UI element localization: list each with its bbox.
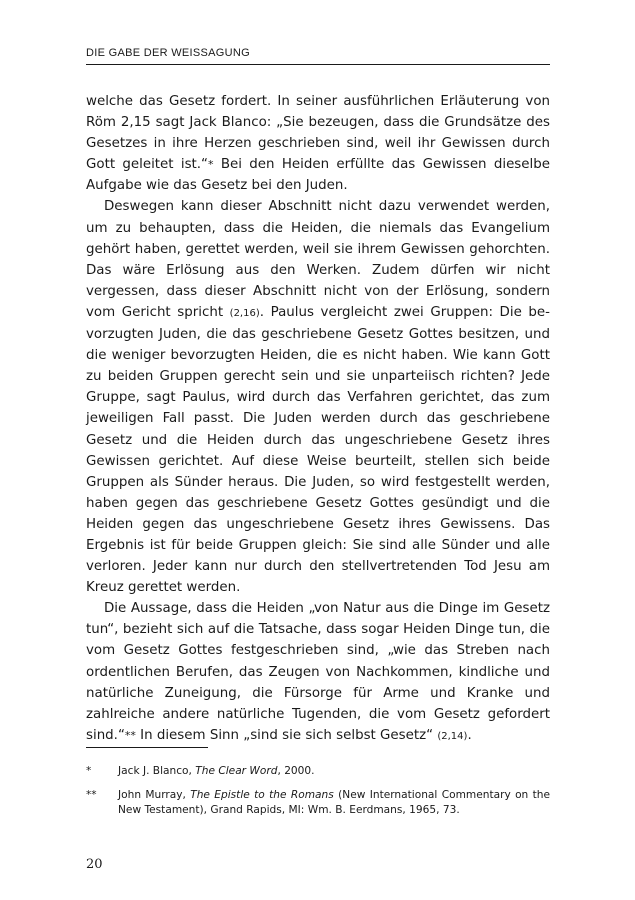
paragraph-1 xyxy=(86,91,550,196)
footnotes xyxy=(86,764,550,827)
verse-ref: (2,14) xyxy=(437,730,468,742)
text-run: Bei den Heiden erfüllte das Gewissen dieselbe Aufgabe wie das Gesetz bei den Juden. xyxy=(86,157,550,194)
text-run: , 2000. xyxy=(277,765,315,777)
text-run: . Paulus vergleicht zwei Gruppen: Die bevorzugten Juden, die das geschriebene Gesetz Gottes besitzen, und die weniger bevorzugten Heiden, die es nicht haben. Wie kann Gott zu beiden Gruppen gerecht sein und sie unparteiisch richten? Jede Gruppe, sagt Paulus, wird durch das Verfahren gerichtet, das zum jeweiligen Fall passt. Die Juden werden durch das geschriebene Gesetz und die Heiden durch das ungeschriebene Gesetz ihres Gewissen gerichtet. Auf diese Weise beurteilt, stellen sich beide Gruppen als Sünder heraus. Die Juden, so wird festgestellt werden, haben gegen das geschriebene Gesetz Gottes gesündigt und die Heiden gegen das ungeschriebene Gesetz ihres Gewissens. Das Ergebnis ist für beide Gruppen gleich: Sie sind alle Sünder und alle verloren. Jeder kann nur durch den stellvertretenden Tod Jesu am Kreuz gerettet werden. xyxy=(86,304,550,596)
rh-part: IE xyxy=(94,47,109,59)
rh-part: ABE DER xyxy=(117,47,172,59)
text-run: . xyxy=(467,727,472,743)
paragraph-2 xyxy=(86,196,550,598)
text-run: Die Aussage, dass die Heiden „von Natur aus die Dinge im Gesetz tun“, bezieht sich auf die Tatsache, dass sogar Heiden Dinge tun, die vom Gesetz Gottes festgeschrieben sind, „wie das Streben nach ordentlichen Berufen, das Zeugen von Nachkommen, kindliche und natürliche Zuneigung, die Fürsorge für Arme und Kranke und zahlreiche andere natürliche Tugenden, die vom Gesetz gefordert sind.“ xyxy=(86,601,550,743)
running-head-title xyxy=(86,47,250,59)
footnote-ref: * xyxy=(208,158,214,172)
footnote-ref: ** xyxy=(124,728,136,742)
text-run: John Murray, xyxy=(118,788,191,801)
text-run: The Epistle to the Romans xyxy=(190,788,334,801)
text-run: welche das Gesetz fordert. In seiner ausführlichen Erläuterung von Röm 2,15 sagt Jack Blanco: „Sie bezeugen, dass die Grundsätze des Gesetzes in ihre Herzen geschrieben sind, weil ihr Gewissen durch Gott geleitet ist.“ xyxy=(86,94,550,173)
rh-part: D xyxy=(86,47,95,59)
footnote-text xyxy=(118,764,550,780)
footnote-2 xyxy=(86,788,550,819)
paragraph-3 xyxy=(86,598,550,747)
running-head xyxy=(86,44,550,65)
footnote-mark: * xyxy=(86,765,92,777)
rh-part: EISSAGUNG xyxy=(181,47,251,59)
text-run: (New International Commentary on the New Testament), Grand Rapids, MI: Wm. B. Eerdmans, 1965, 73. xyxy=(118,788,551,817)
footnote-text xyxy=(118,788,550,819)
verse-ref: (2,16) xyxy=(229,307,260,319)
text-run: The Clear Word xyxy=(195,765,278,777)
text-run: Jack J. Blanco, xyxy=(118,765,196,777)
text-run: In diesem Sinn „sind sie sich selbst Gesetz“ xyxy=(135,727,438,743)
body-text xyxy=(86,91,550,747)
footnote-rule xyxy=(86,747,208,748)
footnote-mark: ** xyxy=(86,788,97,801)
rh-part: W xyxy=(171,47,182,59)
page-number: 20 xyxy=(86,857,103,872)
text-run: Deswegen kann dieser Abschnitt nicht dazu verwendet werden, um zu behaupten, dass die Heiden, die niemals das Evangelium gehört haben, gerettet werden, weil sie ihrem Gewissen gehorchten. Das wäre Erlösung aus den Werken. Zudem dürfen wir nicht vergessen, dass dieser Abschnitt nicht von der Erlösung, sondern vom Gericht spricht xyxy=(86,199,550,320)
footnote-1 xyxy=(86,764,550,780)
rh-part: G xyxy=(108,47,118,59)
